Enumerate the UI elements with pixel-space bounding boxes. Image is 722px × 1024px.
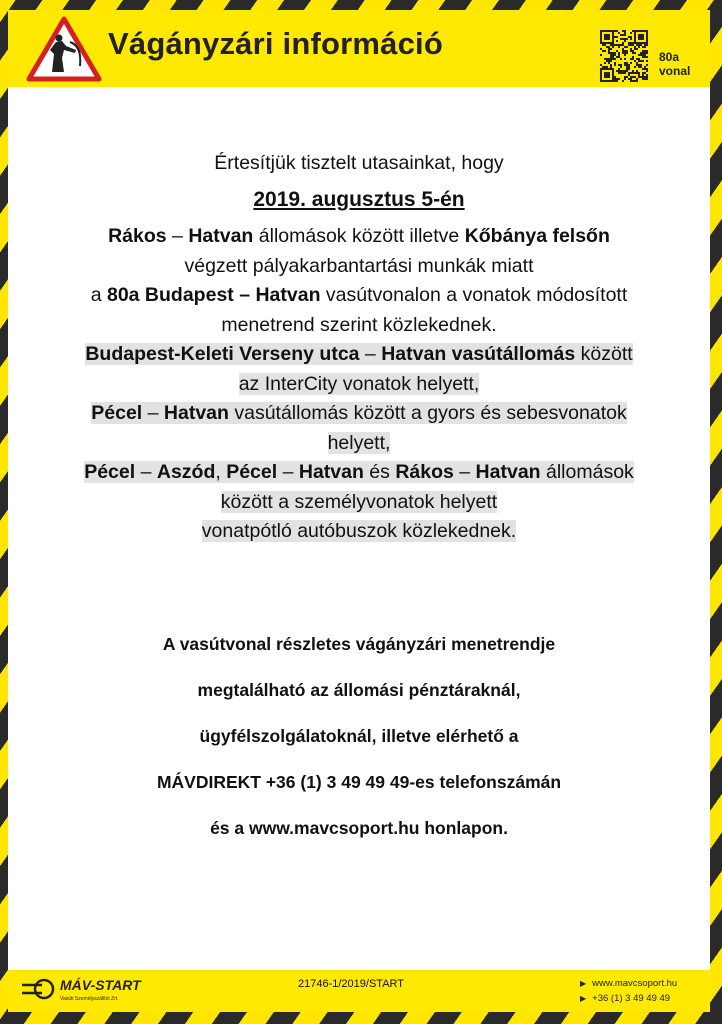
bold-text: Pécel (226, 461, 278, 483)
text: – (135, 461, 157, 483)
notice-content (8, 87, 710, 970)
highlighted-notice-line (8, 370, 710, 400)
logo-text: MÁV-START (60, 977, 141, 993)
notice-line (8, 311, 710, 341)
document-number: 21746-1/2019/START (298, 978, 404, 990)
bold-text: 80a Budapest – Hatvan (106, 284, 321, 306)
highlighted-notice-line (8, 517, 710, 547)
bold-text: Hatvan (163, 402, 229, 424)
text: – (359, 343, 382, 365)
text: a (90, 284, 107, 306)
bold-text: Kőbánya felsőn (464, 225, 610, 247)
mav-start-logo (22, 977, 142, 1007)
phone-number: +36 (1) 3 49 49 49 (592, 993, 671, 1004)
closing-line: A vasútvonal részletes vágányzári menetrendje (162, 633, 556, 654)
worker-warning-sign-icon (26, 16, 102, 82)
qr-code-icon[interactable] (600, 30, 648, 82)
highlighted-notice-line (8, 458, 710, 488)
text: helyett, (327, 431, 391, 454)
website-link[interactable]: www.mavcsoport.hu (592, 978, 678, 989)
notice-body (8, 149, 710, 547)
bold-text: Aszód (156, 461, 216, 483)
bold-text: Hatvan (475, 461, 541, 483)
notice-line (8, 252, 710, 282)
bold-text: Rákos (108, 225, 167, 247)
line-suffix: vonal (659, 64, 691, 78)
text: – (277, 461, 299, 483)
line-number: 80a (659, 50, 680, 64)
footer-banner (8, 970, 710, 1012)
text: – (453, 461, 476, 483)
text: vasútvonalon a vonatok módosított (320, 284, 628, 306)
text: állomások (540, 461, 634, 483)
text: végzett pályakarbantartási munkák miatt (184, 254, 534, 277)
intro-text: Értesítjük tisztelt utasainkat, hogy (214, 152, 504, 174)
notice-line (8, 281, 710, 311)
text: vonatpótló autóbuszok közlekednek. (201, 520, 517, 542)
text: vasútállomás között a gyors és sebesvonatok (228, 402, 627, 424)
text: – (166, 225, 189, 247)
closing-line: MÁVDIREKT +36 (1) 3 49 49 49-es telefonszámán (156, 771, 562, 792)
highlighted-notice-line (8, 340, 710, 370)
arrow-icon: ▶ (580, 994, 587, 1003)
mav-wheel-logo-icon (22, 977, 58, 1001)
bold-text: Pécel (84, 461, 136, 483)
closing-line: és a www.mavcsoport.hu honlapon. (210, 817, 508, 838)
bold-text: Pécel (91, 402, 143, 424)
header-banner (8, 10, 710, 87)
bold-text: Hatvan (298, 461, 364, 483)
arrow-icon: ▶ (580, 979, 587, 988)
text: és (363, 461, 396, 483)
closing-info (8, 629, 710, 859)
highlighted-notice-line (8, 399, 710, 429)
closing-line: megtalálható az állomási pénztáraknál, (197, 679, 521, 700)
bold-text: Budapest-Keleti Verseny utca (85, 343, 360, 365)
page-title: Vágányzári információ (108, 26, 443, 61)
closing-line: ügyfélszolgálatoknál, illetve elérhető a (199, 725, 519, 746)
text: menetrend szerint közlekednek. (221, 313, 497, 336)
text: állomások között illetve (253, 225, 465, 247)
text: között a személyvonatok helyett (220, 490, 498, 513)
date-heading: 2019. augusztus 5-én (253, 187, 465, 211)
notice-lines (8, 222, 710, 547)
contact-info (580, 976, 677, 1006)
text: között (575, 343, 633, 365)
notice-line (8, 222, 710, 252)
text: az InterCity vonatok helyett, (238, 372, 480, 395)
highlighted-notice-line (8, 429, 710, 459)
line-label (659, 50, 690, 78)
bold-text: Hatvan vasútállomás (381, 343, 576, 365)
text: , (215, 461, 227, 483)
bold-text: Rákos (395, 461, 454, 483)
logo-subtitle: Vasúti Személyszállító Zrt. (60, 996, 119, 1002)
text: – (142, 402, 164, 424)
bold-text: Hatvan (188, 225, 254, 247)
highlighted-notice-line (8, 488, 710, 518)
